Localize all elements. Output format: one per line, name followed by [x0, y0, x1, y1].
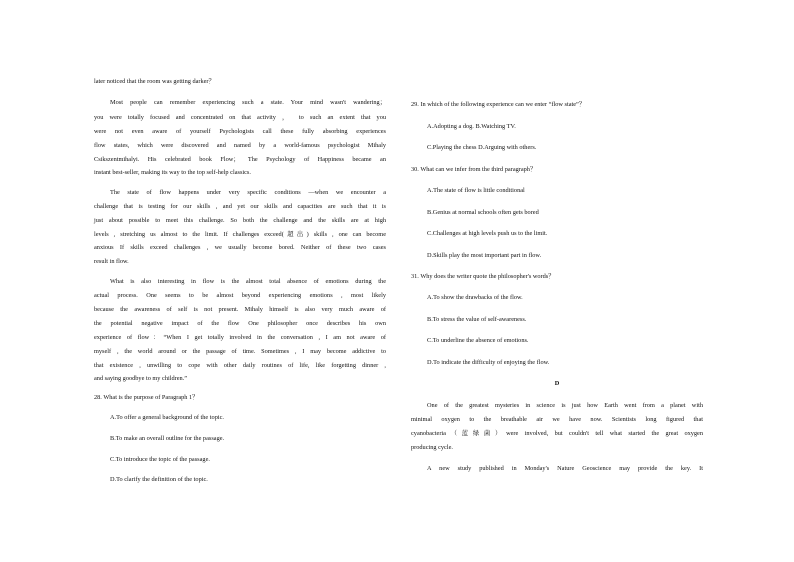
- text-line: cyanobacteria（蓝绿菌）were involved, but couldn't tell what started the great oxygen: [411, 430, 703, 437]
- text-line: were not even aware of yourself Psychologists call these fully absorbing experiences: [94, 128, 386, 135]
- option-c: C.To introduce the topic of the passage.: [110, 456, 210, 463]
- option-c: C.Challenges at high levels push us to the limit.: [427, 230, 548, 237]
- text-line: producing cycle.: [411, 444, 453, 451]
- text-line: that existence , unwilling to cope with other daily routines of life, like forgetting dinner ,: [94, 362, 386, 369]
- question-28: 28. What is the purpose of Paragraph 1？: [94, 394, 199, 401]
- text-line: you were totally focused and concentrated on that activity ， to such an extent that you: [94, 114, 386, 121]
- text-line: because the awareness of self is not present. Mihaly himself is also very much aware of: [94, 306, 386, 313]
- option-b: B.Genius at normal schools often gets bored: [427, 209, 539, 216]
- text-line: What is also interesting in flow is the almost total absence of emotions during the: [110, 278, 386, 285]
- text-line: and saying goodbye to my children.”: [94, 375, 188, 382]
- text-line: Most people can remember experiencing such a state. Your mind wasn't wandering；: [110, 99, 386, 106]
- question-31: 31. Why does the writer quote the philosopher's words？: [411, 273, 555, 280]
- option-a: A.To offer a general background of the topic.: [110, 414, 224, 421]
- option-d: D.Skills play the most important part in flow.: [427, 252, 542, 259]
- option-b: B.To stress the value of self-awareness.: [427, 316, 527, 323]
- option-c: C.To underline the absence of emotions.: [427, 337, 529, 344]
- option-a: A.To show the drawbacks of the flow.: [427, 294, 523, 301]
- option-row: C.Playing the chess D.Arguing with others.: [427, 144, 537, 151]
- text-line: minimal oxygen to the breathable air we have now. Scientists long figured that: [411, 416, 703, 423]
- text-line: actual process. One seems to be almost beyond experiencing emotions , most likely: [94, 292, 386, 299]
- text-line: flow states, which were discovered and named by a world-famous psychologist Mihaly: [94, 142, 386, 149]
- question-29: 29. In which of the following experience can we enter “flow state”？: [411, 101, 586, 108]
- option-b: B.To make an overall outline for the passage.: [110, 435, 225, 442]
- text-line: later noticed that the room was getting darker？: [94, 78, 215, 85]
- text-line: the potential negative impact of the flow One philosopher once describes his own: [94, 320, 386, 327]
- question-30: 30. What can we infer from the third paragraph？: [411, 166, 537, 173]
- text-line: myself , the world around or the passage of time. Sometimes , I may become addictive to: [94, 348, 386, 355]
- text-line: One of the greatest mysteries in science is just how Earth went from a planet with: [427, 402, 703, 409]
- text-line: The state of flow happens under very specific conditions —when we encounter a: [110, 189, 386, 196]
- option-d: D.To indicate the difficulty of enjoying the flow.: [427, 359, 550, 366]
- option-d: D.To clarify the definition of the topic.: [110, 476, 208, 483]
- option-row: A.Adopting a dog. B.Watching TV.: [427, 123, 516, 130]
- text-line: A new study published in Monday's Nature Geoscience may provide the key. It: [427, 465, 703, 472]
- option-a: A.The state of flow is little conditional: [427, 187, 525, 194]
- text-line: experience of flow：“When I get totally involved in the conversation , I am not aware of: [94, 334, 386, 341]
- text-line: just about possible to meet this challenge. So both the challenge and the skills are at high: [94, 217, 386, 224]
- text-line: Csikszentmihalyi. His celebrated book Flow； The Psychology of Happiness became an: [94, 156, 386, 163]
- text-line: levels , stretching us almost to the limit. If challenges exceed(超出) skills , one can become: [94, 231, 386, 238]
- section-heading: D: [554, 380, 560, 387]
- text-line: challenge that is testing for our skills , and yet our skills and capacities are such that it is: [94, 203, 386, 210]
- text-line: anxious If skills exceed challenges , we usually become bored. Neither of these two cases: [94, 244, 386, 251]
- text-line: instant best-seller, making its way to the top self-help classics.: [94, 169, 251, 176]
- text-line: result in flow.: [94, 258, 129, 265]
